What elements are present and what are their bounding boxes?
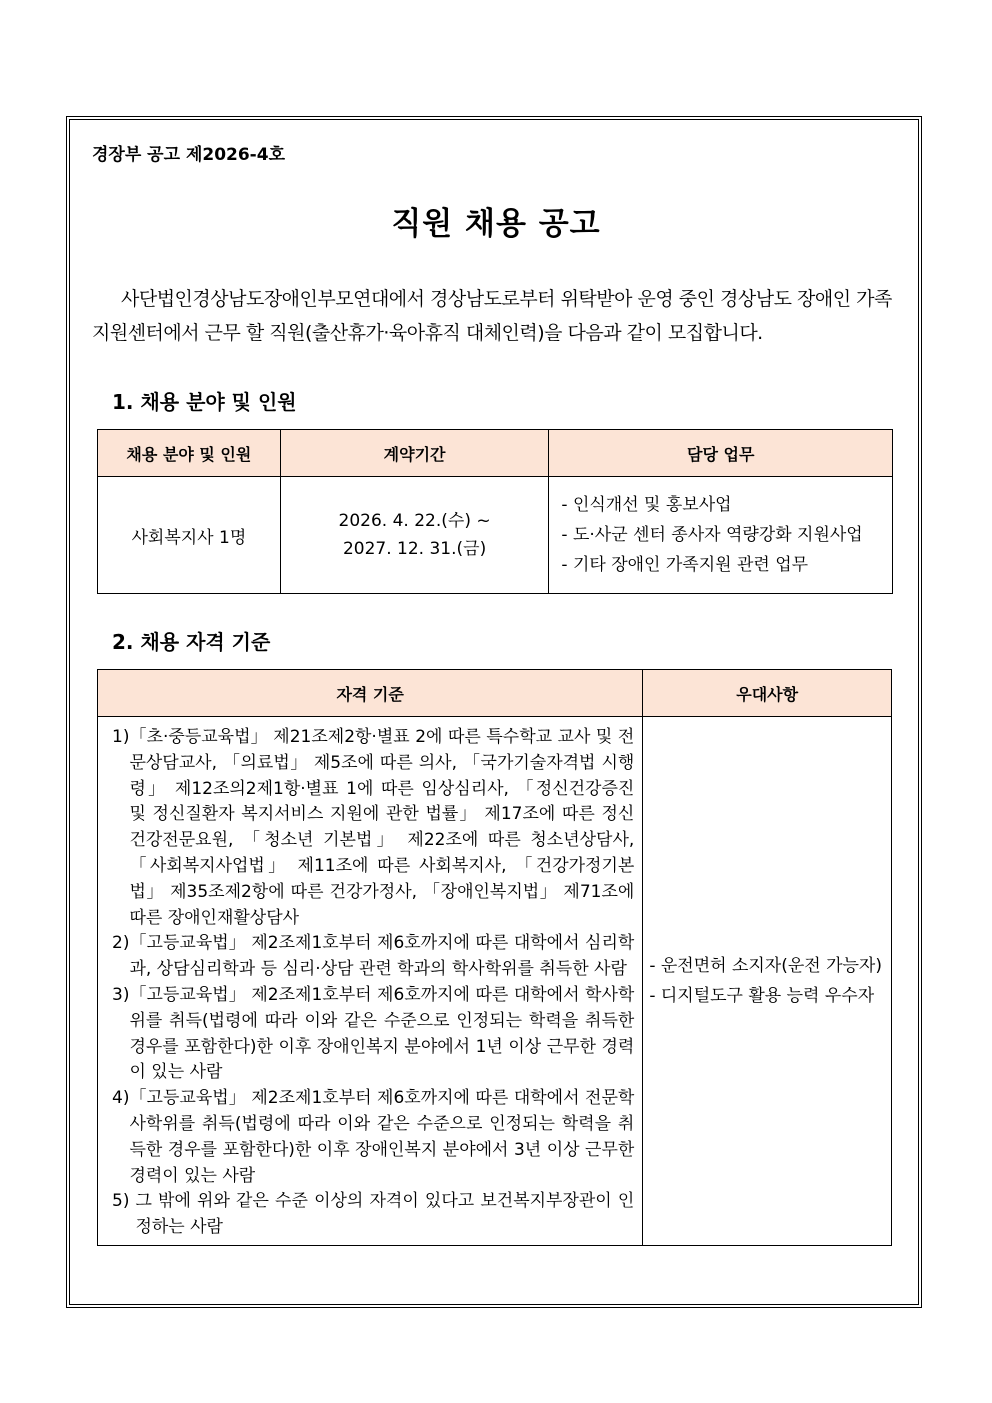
header-duties: 담당 업무 <box>549 430 893 477</box>
section2-heading: 2. 채용 자격 기준 <box>112 630 271 654</box>
qualification-cell <box>98 717 643 1246</box>
header-field: 채용 분야 및 인원 <box>98 430 281 477</box>
item-text: 「고등교육법」 제2조제1호부터 제6호까지에 따른 대학에서 학사학위를 취득(법령에 따라 이와 같은 수준으로 인정되는 학력을 취득한 경우를 포함한다)한 이후 장애인복지 분야에서 1년 이상 근무한 경력이 있는 사람 <box>129 984 635 1083</box>
item-number: 5) <box>112 1191 130 1212</box>
field-cell: 사회복지사 1명 <box>98 477 281 594</box>
qualification-item <box>112 1189 634 1241</box>
qualification-item <box>112 931 634 983</box>
header-preference: 우대사항 <box>643 670 892 717</box>
page-title: 직원 채용 공고 <box>391 206 601 242</box>
item-number: 3) <box>112 984 130 1005</box>
item-text: 「고등교육법」 제2조제1호부터 제6호까지에 따른 대학에서 전문학사학위를 취득(법령에 따라 이와 같은 수준으로 인정되는 학력을 취득한 경우를 포함한다)한 이후 장애인복지 분야에서 3년 이상 근무한 경력이 있는 사람 <box>129 1088 635 1186</box>
item-number: 2) <box>112 933 130 954</box>
period-start: 2026. 4. 22.(수) ~ <box>338 511 491 531</box>
preference-item: - 운전면허 소지자(운전 가능자) <box>649 955 882 976</box>
intro-paragraph: 사단법인경상남도장애인부모연대에서 경상남도로부터 위탁받아 운영 중인 경상남도 장애인 가족지원센터에서 근무 할 직원(출산휴가·육아휴직 대체인력)을 다음과 같이 모집합니다. <box>92 288 892 344</box>
duties-cell <box>549 477 893 594</box>
period-end: 2027. 12. 31.(금) <box>342 539 487 559</box>
notice-number: 경장부 공고 제2026-4호 <box>92 145 285 165</box>
qualification-item <box>112 1086 634 1189</box>
qualification-item <box>112 983 634 1086</box>
header-qualification: 자격 기준 <box>98 670 643 717</box>
period-cell <box>280 477 549 594</box>
item-text: 「초·중등교육법」 제21조제2항·별표 2에 따른 특수학교 교사 및 전문상담교사, 「의료법」 제5조에 따른 의사, 「국가기술자격법 시행령」 제12조의2제1항·별표 1에 따른 임상심리사, 「정신건강증진 및 정신질환자 복지서비스 지원에 관한 법률」 제17조에 따른 정신건강전문요원, 「청소년 기본법」 제22조에 따른 청소년상담사, 「사회복지사업법」 제11조에 따른 사회복지사, 「건강가정기본법」 제35조제2항에 따른 건강가정사, 「장애인복지법」 제71조에 따른 장애인재활상담사 <box>129 727 635 928</box>
item-text: 그 밖에 위와 같은 수준 이상의 자격이 있다고 보건복지부장관이 인정하는 사람 <box>135 1191 635 1238</box>
qualification-table <box>97 669 892 1246</box>
header-period: 계약기간 <box>280 430 549 477</box>
preference-cell <box>643 717 892 1246</box>
item-number: 4) <box>112 1088 130 1109</box>
duty-item: - 도·사군 센터 종사자 역량강화 지원사업 <box>561 525 863 545</box>
item-number: 1) <box>112 727 130 747</box>
item-text: 「고등교육법」 제2조제1호부터 제6호까지에 따른 대학에서 심리학과, 상담심리학과 등 심리·상담 관련 학과의 학사학위를 취득한 사람 <box>129 933 635 980</box>
recruitment-table <box>97 429 893 594</box>
preference-item: - 디지털도구 활용 능력 우수자 <box>649 985 875 1006</box>
duty-item: - 인식개선 및 홍보사업 <box>561 495 732 515</box>
qualification-item <box>112 725 634 931</box>
duty-item: - 기타 장애인 가족지원 관련 업무 <box>561 555 809 575</box>
section1-heading: 1. 채용 분야 및 인원 <box>112 390 297 414</box>
